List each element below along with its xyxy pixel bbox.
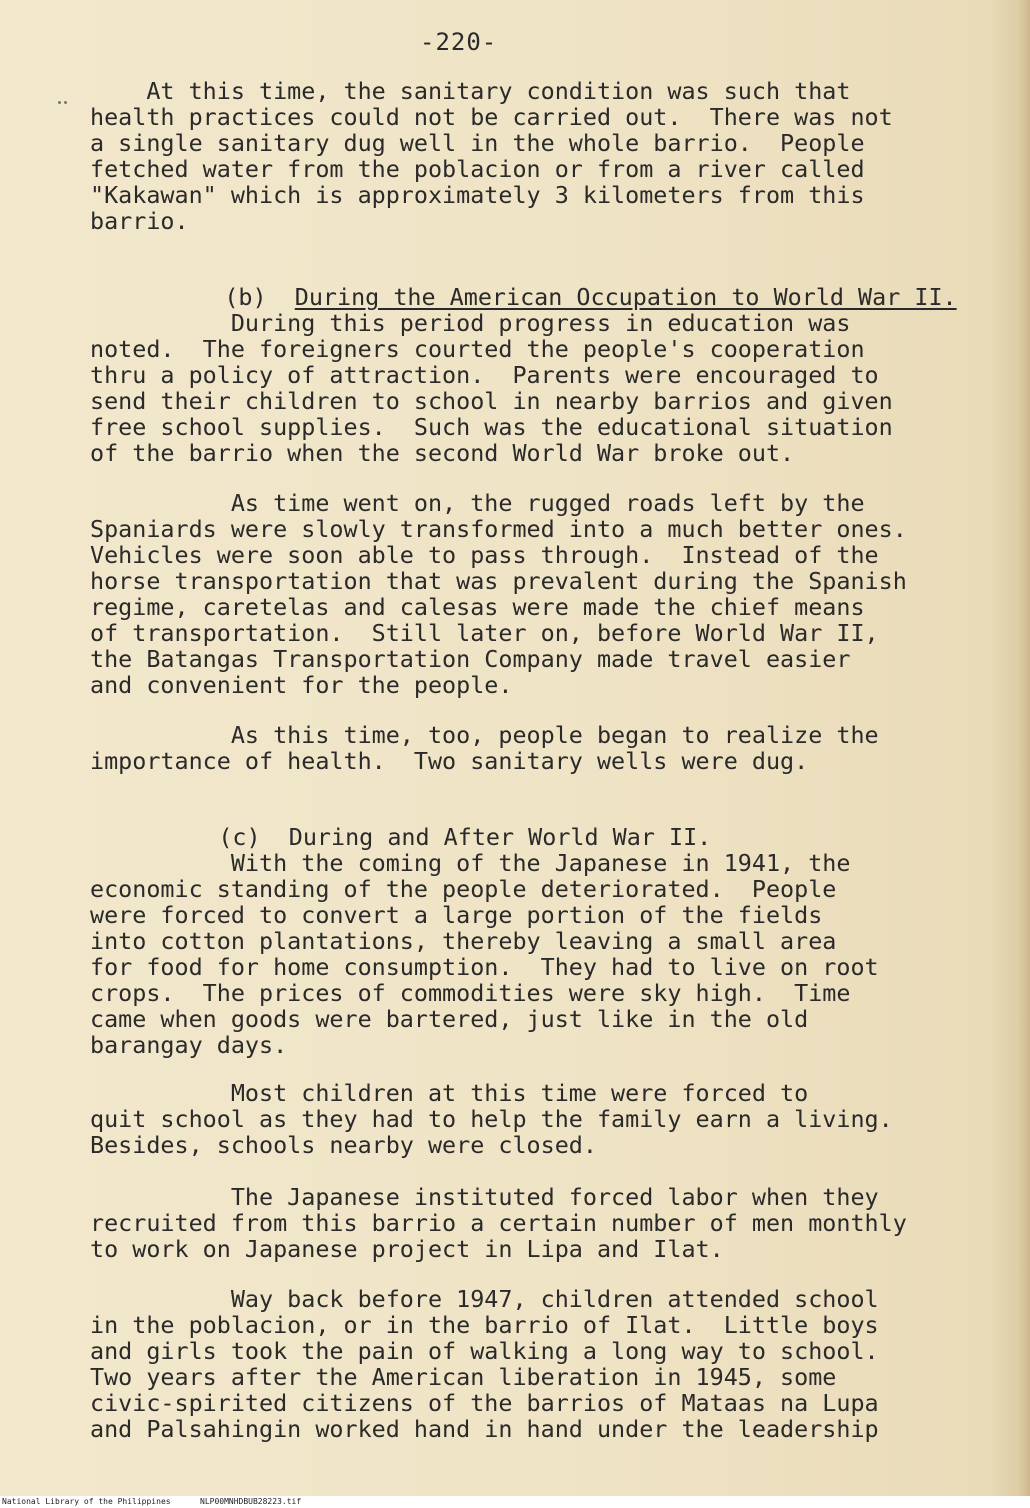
- text-line: of the barrio when the second World War broke out.: [90, 439, 795, 467]
- text-line: Two years after the American liberation in 1945, some: [90, 1363, 837, 1391]
- text-line: fetched water from the poblacion or from a river called: [90, 155, 865, 183]
- text-line: free school supplies. Such was the educational situation: [90, 413, 893, 441]
- text-line: importance of health. Two sanitary wells were dug.: [90, 747, 809, 775]
- scan-footer: [0, 1496, 1030, 1508]
- text-line: were forced to convert a large portion of the fields: [90, 901, 823, 929]
- text-line: the Batangas Transportation Company made travel easier: [90, 645, 851, 673]
- text-line: send their children to school in nearby barrios and given: [90, 387, 893, 415]
- section-label: (b): [224, 283, 267, 311]
- text-line: and girls took the pain of walking a long way to school.: [90, 1337, 879, 1365]
- footer-filename: NLP00MNHDBUB28223.tif: [200, 1497, 302, 1506]
- footer-source: National Library of the Philippines: [2, 1497, 171, 1506]
- text-line: regime, caretelas and calesas were made the chief means: [90, 593, 865, 621]
- section-title: During and After World War II.: [288, 823, 712, 851]
- text-line: horse transportation that was prevalent during the Spanish: [90, 567, 907, 595]
- text-line: As time went on, the rugged roads left by the: [90, 489, 865, 517]
- text-line: noted. The foreigners courted the people's cooperation: [90, 335, 865, 363]
- text-line: health practices could not be carried out. There was not: [90, 103, 893, 131]
- text-line: in the poblacion, or in the barrio of Ilat. Little boys: [90, 1311, 879, 1339]
- text-line: economic standing of the people deteriorated. People: [90, 875, 837, 903]
- text-line: The Japanese instituted forced labor when they: [90, 1183, 879, 1211]
- ink-speck: [58, 101, 61, 104]
- page-number: -220-: [420, 28, 498, 56]
- text-line: barangay days.: [90, 1031, 288, 1059]
- text-line: Vehicles were soon able to pass through. Instead of the: [90, 541, 879, 569]
- text-line: quit school as they had to help the family earn a living.: [90, 1105, 893, 1133]
- text-line: Spaniards were slowly transformed into a much better ones.: [90, 515, 907, 543]
- text-line: crops. The prices of commodities were sky high. Time: [90, 979, 851, 1007]
- text-line: came when goods were bartered, just like in the old: [90, 1005, 809, 1033]
- text-line: and Palsahingin worked hand in hand under the leadership: [90, 1415, 879, 1443]
- text-line: Way back before 1947, children attended school: [90, 1285, 879, 1313]
- text-line: a single sanitary dug well in the whole barrio. People: [90, 129, 865, 157]
- text-line: of transportation. Still later on, before World War II,: [90, 619, 879, 647]
- section-label: (c): [218, 823, 261, 851]
- text-line: and convenient for the people.: [90, 671, 513, 699]
- text-line: for food for home consumption. They had to live on root: [90, 953, 879, 981]
- text-line: recruited from this barrio a certain number of men monthly: [90, 1209, 907, 1237]
- text-line: civic-spirited citizens of the barrios of Mataas na Lupa: [90, 1389, 879, 1417]
- text-line: At this time, the sanitary condition was such that: [90, 77, 851, 105]
- text-line: During this period progress in education was: [90, 309, 851, 337]
- page-edge-shadow: [1016, 0, 1030, 1496]
- text-line: With the coming of the Japanese in 1941, the: [90, 849, 851, 877]
- text-line: thru a policy of attraction. Parents were encouraged to: [90, 361, 879, 389]
- text-line: to work on Japanese project in Lipa and Ilat.: [90, 1235, 724, 1263]
- text-line: "Kakawan" which is approximately 3 kilometers from this: [90, 181, 865, 209]
- section-title: During the American Occupation to World War II.: [294, 283, 957, 311]
- ink-speck: [64, 101, 67, 104]
- text-line: barrio.: [90, 207, 189, 235]
- text-line: Besides, schools nearby were closed.: [90, 1131, 597, 1159]
- text-line: As this time, too, people began to realize the: [90, 721, 879, 749]
- text-line: Most children at this time were forced to: [90, 1079, 809, 1107]
- text-line: into cotton plantations, thereby leaving a small area: [90, 927, 837, 955]
